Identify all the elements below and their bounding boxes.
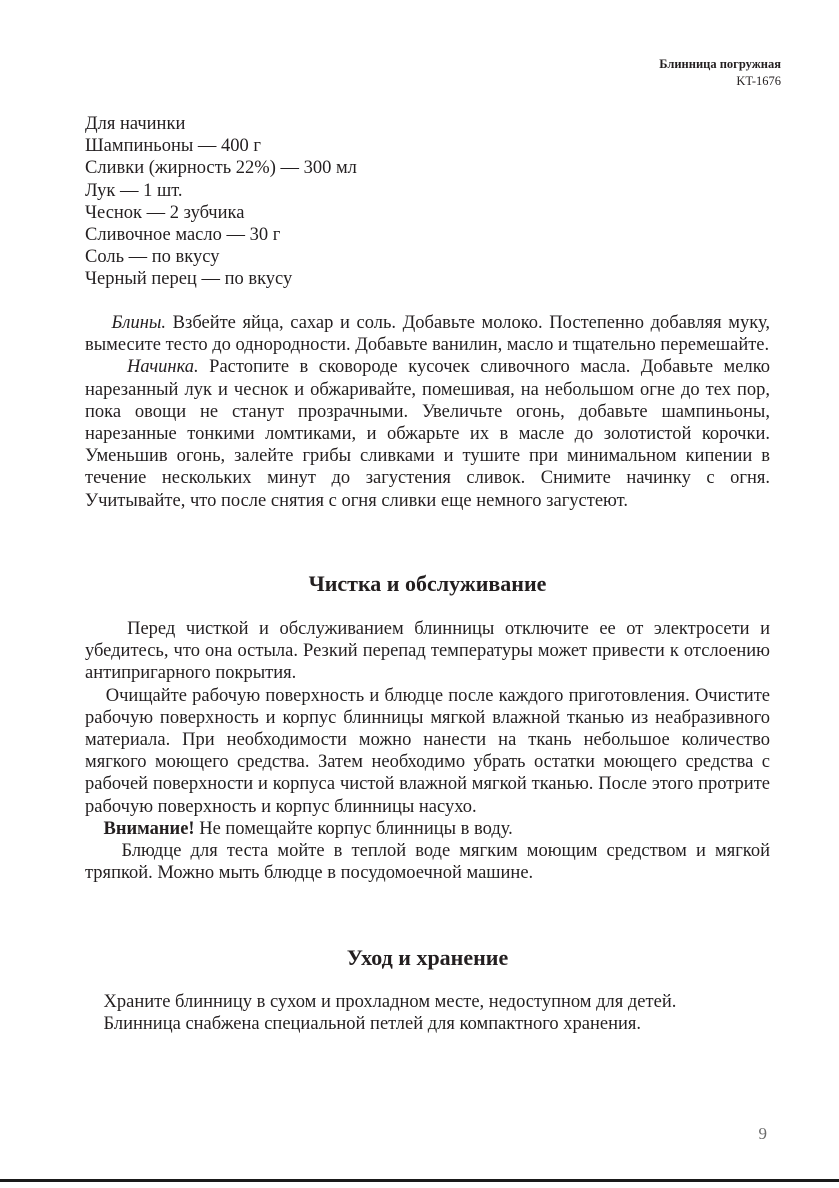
warning-text: Не помещайте корпус блинницы в воду.: [194, 818, 513, 839]
ingredient-list: [85, 113, 357, 291]
recipe-paragraph-pancakes: [85, 312, 770, 356]
storage-text: Храните блинницу в сухом и прохладном месте, недоступном для детей.: [103, 992, 677, 1012]
list-item: Соль — по вкусу: [85, 247, 220, 268]
recipe-text-pancakes: Взбейте яйца, сахар и соль. Добавьте молоко. Постепенно добавляя муку, вымесите тесто до однородности. Добавьте ванилин, масло и тщательно перемешайте.: [85, 313, 770, 356]
cleaning-paragraph: [85, 685, 770, 818]
cleaning-paragraph: [85, 618, 770, 685]
recipe-label-pancakes: Блины.: [111, 313, 167, 333]
page-header: [659, 56, 781, 90]
list-item: Черный перец — по вкусу: [85, 269, 293, 290]
list-item: Лук — 1 шт.: [85, 180, 183, 201]
storage-section: [85, 991, 770, 1035]
cleaning-text: Перед чисткой и обслуживанием блинницы отключите ее от электросети и убедитесь, что она остыла. Резкий перепад температуры может привести к отслоению антипригарного покрытия.: [85, 619, 771, 684]
bottom-divider: [0, 1179, 839, 1182]
section-title-storage: Уход и хранение: [346, 945, 509, 970]
cleaning-text: Очищайте рабочую поверхность и блюдце после каждого приготовления. Очистите рабочую поверхность и корпус блинницы мягкой влажной тканью из неабразивного материала. При необходимости можно нанести на ткань небольшое количество мягкого моющего средства. Затем необходимо убрать остатки моющего средства с рабочей поверхности и корпуса чистой влажной мягкой тканью. После этого протрите рабочую поверхность и корпус блинницы насухо.: [85, 685, 770, 817]
storage-text: Блинница снабжена специальной петлей для компактного хранения.: [103, 1014, 642, 1035]
cleaning-text: Блюдце для теста мойте в теплой воде мягким моющим средством и мягкой тряпкой. Можно мыть блюдце в посудомоечной машине.: [85, 841, 770, 884]
product-name: Блинница погружная: [659, 57, 781, 71]
warning-label: Внимание!: [103, 818, 195, 839]
list-item: Сливки (жирность 22%) — 300 мл: [85, 158, 357, 179]
storage-paragraph: [85, 1013, 770, 1035]
cleaning-section: [85, 618, 770, 884]
model-number: KT-1676: [736, 74, 781, 88]
recipe-paragraph-filling: [85, 356, 770, 511]
list-item: Чеснок — 2 зубчика: [85, 202, 245, 223]
recipe-label-filling: Начинка.: [126, 357, 199, 378]
storage-paragraph: [85, 991, 770, 1013]
page-number: 9: [758, 1124, 767, 1143]
list-item: Сливочное масло — 30 г: [85, 225, 281, 246]
recipe-section: [85, 312, 770, 512]
warning-paragraph: [85, 818, 770, 840]
list-item: Шампиньоны — 400 г: [85, 136, 262, 157]
section-title-cleaning: Чистка и обслуживание: [308, 571, 547, 596]
cleaning-paragraph: [85, 840, 770, 884]
recipe-text-filling: Растопите в сковороде кусочек сливочного масла. Добавьте мелко нарезанный лук и чеснок и обжаривайте, помешивая, на небольшом огне до тех пор, пока овощи не станут прозрачными. Увеличьте огонь, добавьте шампиньоны, нарезанные тонкими ломтиками, и обжарьте их в масле до золотистой корочки. Уменьшив огонь, залейте грибы сливками и тушите при минимальном кипении в течение нескольких минут до загустения сливок. Снимите начинку с огня. Учитывайте, что после снятия с огня сливки еще немного загустеют.: [85, 357, 771, 511]
list-item: Для начинки: [85, 114, 186, 134]
